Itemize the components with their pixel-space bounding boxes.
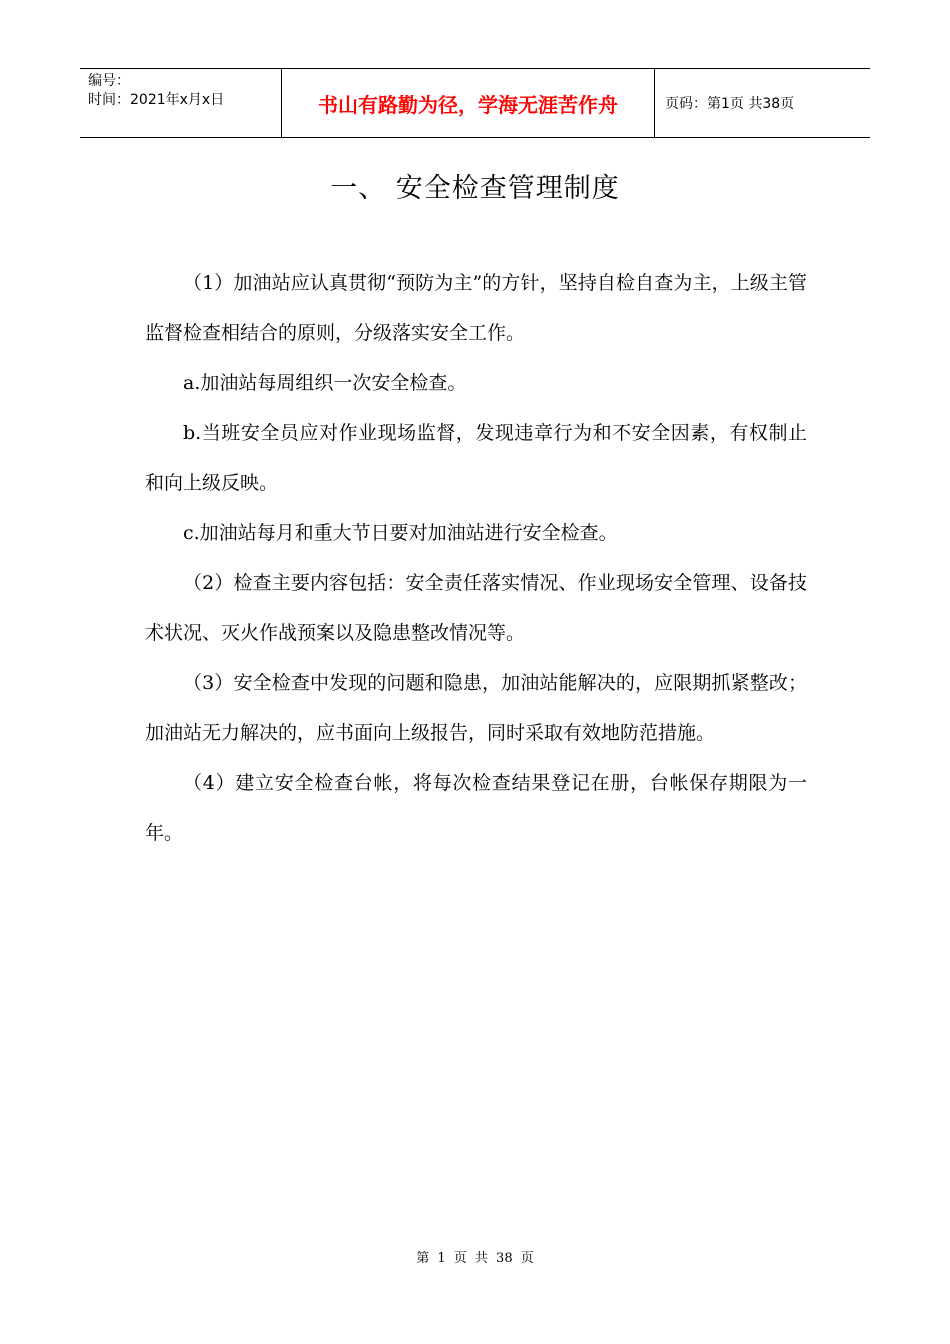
header-meta <box>80 69 282 137</box>
page-footer: 第 1 页 共 38 页 <box>416 1251 534 1266</box>
page-header <box>80 68 870 138</box>
paragraph-2: （2）检查主要内容包括：安全责任落实情况、作业现场安全管理、设备技术状况、灭火作战预案以及隐患整改情况等。 <box>145 572 807 644</box>
header-page-info: 页码：第1页 共38页 <box>665 96 795 112</box>
paragraph-3: （3）安全检查中发现的问题和隐患，加油站能解决的，应限期抓紧整改；加油站无力解决的，应书面向上级报告，同时采取有效地防范措施。 <box>145 672 807 744</box>
document-body <box>145 258 807 858</box>
paragraph-4: （4）建立安全检查台帐，将每次检查结果登记在册，台帐保存期限为一年。 <box>145 772 807 844</box>
paragraph-1: （1）加油站应认真贯彻“预防为主”的方针，坚持自检自查为主，上级主管监督检查相结合的原则，分级落实安全工作。 <box>145 272 807 344</box>
document-number-label: 编号： <box>88 73 130 89</box>
paragraph-1c: c.加油站每月和重大节日要对加油站进行安全检查。 <box>183 522 618 544</box>
header-motto: 书山有路勤为径，学海无涯苦作舟 <box>282 69 655 137</box>
document-title: 一、 安全检查管理制度 <box>330 173 620 204</box>
paragraph-1b: b.当班安全员应对作业现场监督，发现违章行为和不安全因素，有权制止和向上级反映。 <box>145 422 807 494</box>
paragraph-1a: a.加油站每周组织一次安全检查。 <box>183 372 467 394</box>
document-date-label: 时间：2021年x月x日 <box>88 92 225 108</box>
